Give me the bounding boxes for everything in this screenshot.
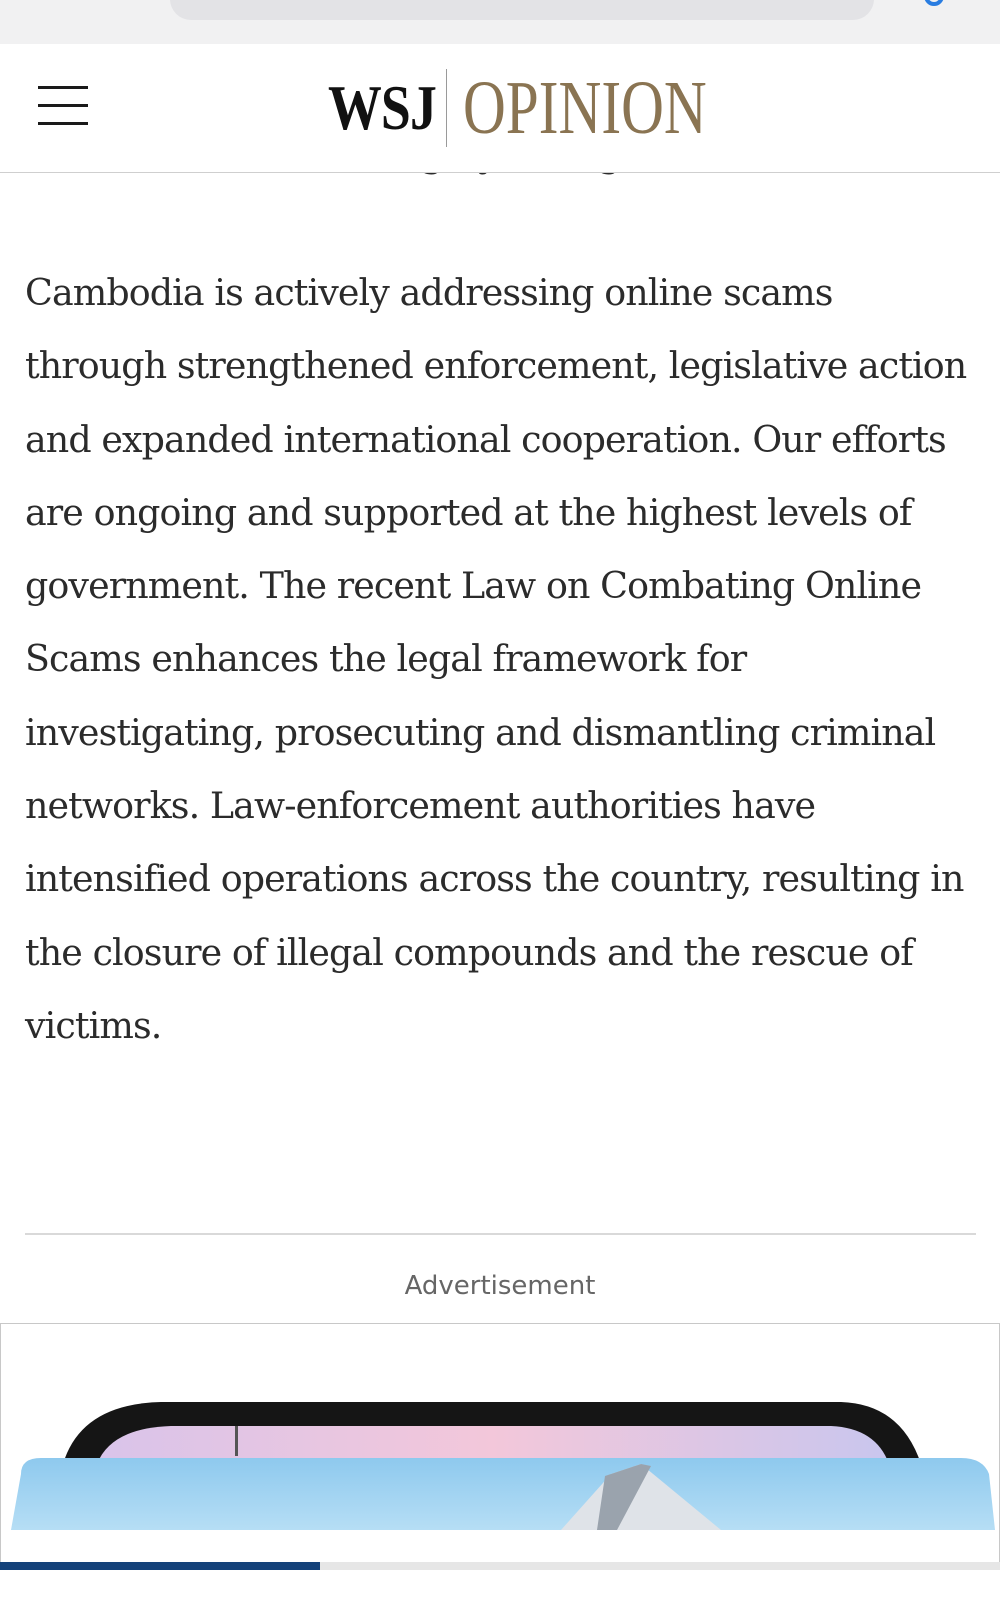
browser-status-icon [924,0,944,6]
address-bar[interactable] [170,0,874,20]
wsj-opinion-logo[interactable] [328,62,775,154]
browser-toolbar [0,0,1000,45]
reading-progress-fill [0,1562,320,1570]
menu-bar [38,104,88,107]
opinion-section-title: OPINION [463,65,707,150]
ad-divider [25,1233,976,1235]
article-paragraph: Cambodia is actively addressing online scams through strengthened enforcement, legislative action and expanded international cooperation. Our efforts are ongoing and supported at the highest levels of government. The recent Law on Combating Online Scams enhances the legal framework for investigating, prosecuting and dismantling criminal networks. Law-enforcement authorities have intensified operations across the country, resulting in the closure of illegal compounds and the rescue of victims. [25,271,967,1047]
menu-bar [38,122,88,125]
menu-bar [38,86,88,89]
ad-image [1,1324,999,1564]
site-header [0,44,1000,173]
advertisement-label: Advertisement [404,1271,596,1301]
advertisement-banner[interactable] [0,1323,1000,1565]
wsj-logo-text: WSJ [328,72,437,143]
logo-divider [446,69,447,147]
hamburger-menu-icon[interactable] [38,82,90,128]
reading-progress-bar [0,1562,1000,1570]
